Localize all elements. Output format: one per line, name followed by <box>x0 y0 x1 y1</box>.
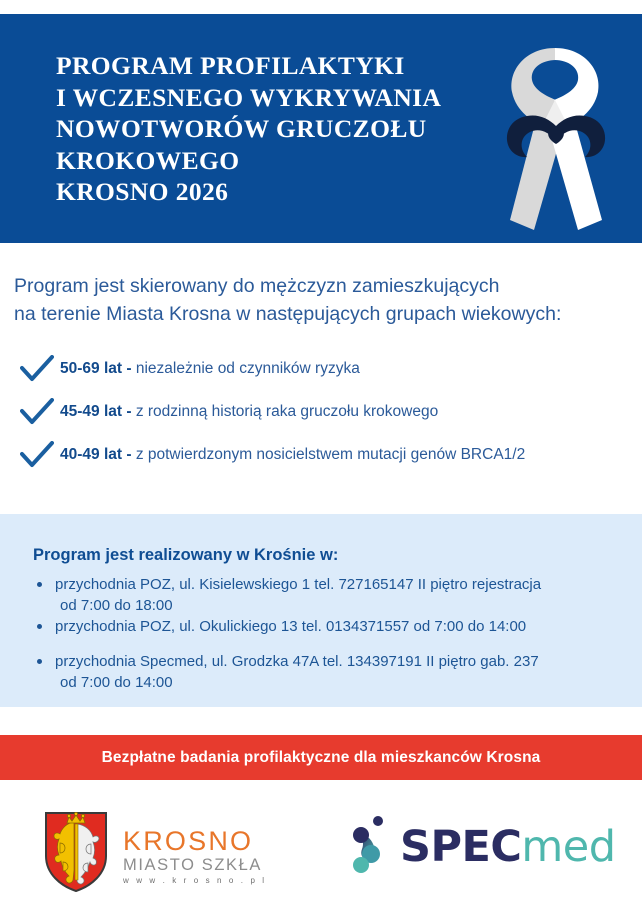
age-group-description: niezależnie od czynników ryzyka <box>135 359 360 377</box>
free-screening-banner <box>0 735 642 780</box>
header-banner <box>0 14 642 243</box>
title-line-4: KROKOWEGO <box>56 145 240 175</box>
title-line-1: PROGRAM PROFILAKTYKI <box>56 51 405 80</box>
locations-infobox <box>0 514 642 707</box>
infobox-title: Program jest realizowany w Krośnie w: <box>33 546 339 564</box>
age-group-item <box>14 434 630 476</box>
krosno-logo <box>43 810 267 899</box>
intro-line-2: na terenie Miasta Krosna w następujących grupach wiekowych: <box>14 303 562 325</box>
intro-paragraph <box>14 272 624 328</box>
locations-list <box>33 574 623 693</box>
specmed-name-light: med <box>521 821 616 872</box>
age-group-range: 45-49 lat - <box>60 402 132 420</box>
specmed-wordmark <box>400 821 616 872</box>
bullet-icon <box>37 659 42 664</box>
age-group-text <box>60 403 438 422</box>
location-line-1: przychodnia POZ, ul. Okulickiego 13 tel. 0134371557 od 7:00 do 14:00 <box>55 618 527 635</box>
check-icon <box>14 441 60 469</box>
check-icon <box>14 398 60 426</box>
title-line-3: NOWOTWORÓW GRUCZOŁU <box>56 114 427 143</box>
list-item <box>33 651 623 693</box>
age-group-item <box>14 348 630 390</box>
footer-logos <box>0 795 642 913</box>
krosno-wordmark <box>123 823 267 887</box>
krosno-website: w w w . k r o s n o . p l <box>123 875 267 885</box>
title-line-2: I WCZESNEGO WYKRYWANIA <box>56 82 442 112</box>
list-item <box>33 574 623 616</box>
location-line-2: od 7:00 do 18:00 <box>60 597 173 614</box>
krosno-coat-of-arms-icon <box>43 810 109 899</box>
bullet-icon <box>37 624 42 629</box>
age-group-text <box>60 446 525 465</box>
krosno-name: KROSNO <box>123 825 254 856</box>
age-group-range: 40-49 lat - <box>60 445 132 463</box>
location-line-2: od 7:00 do 14:00 <box>60 674 173 691</box>
location-line-1: przychodnia Specmed, ul. Grodzka 47A tel. 134397191 II piętro gab. 237 <box>55 653 539 670</box>
age-group-description: z rodzinną historią raka gruczołu krokowego <box>135 402 439 420</box>
list-item <box>33 616 623 637</box>
intro-line-1: Program jest skierowany do mężczyzn zamieszkujących <box>14 275 500 297</box>
krosno-tagline: MIASTO SZKŁA <box>123 855 263 874</box>
awareness-ribbon-icon <box>498 34 618 234</box>
age-group-text <box>60 360 360 379</box>
bullet-icon <box>37 582 42 587</box>
age-groups-list <box>14 348 630 477</box>
location-line-1: przychodnia POZ, ul. Kisielewskiego 1 tel. 727165147 II piętro rejestracja <box>55 576 542 593</box>
banner-text: Bezpłatne badania profilaktyczne dla mieszkanców Krosna <box>101 748 541 766</box>
page-title <box>56 50 476 208</box>
age-group-range: 50-69 lat - <box>60 359 132 377</box>
check-icon <box>14 355 60 383</box>
specmed-name-bold: SPEC <box>400 821 522 872</box>
title-line-5: KROSNO 2026 <box>56 177 229 206</box>
specmed-molecule-icon <box>348 813 394 880</box>
age-group-description: z potwierdzonym nosicielstwem mutacji genów BRCA1/2 <box>135 445 526 463</box>
age-group-item <box>14 391 630 433</box>
specmed-logo <box>348 813 616 880</box>
